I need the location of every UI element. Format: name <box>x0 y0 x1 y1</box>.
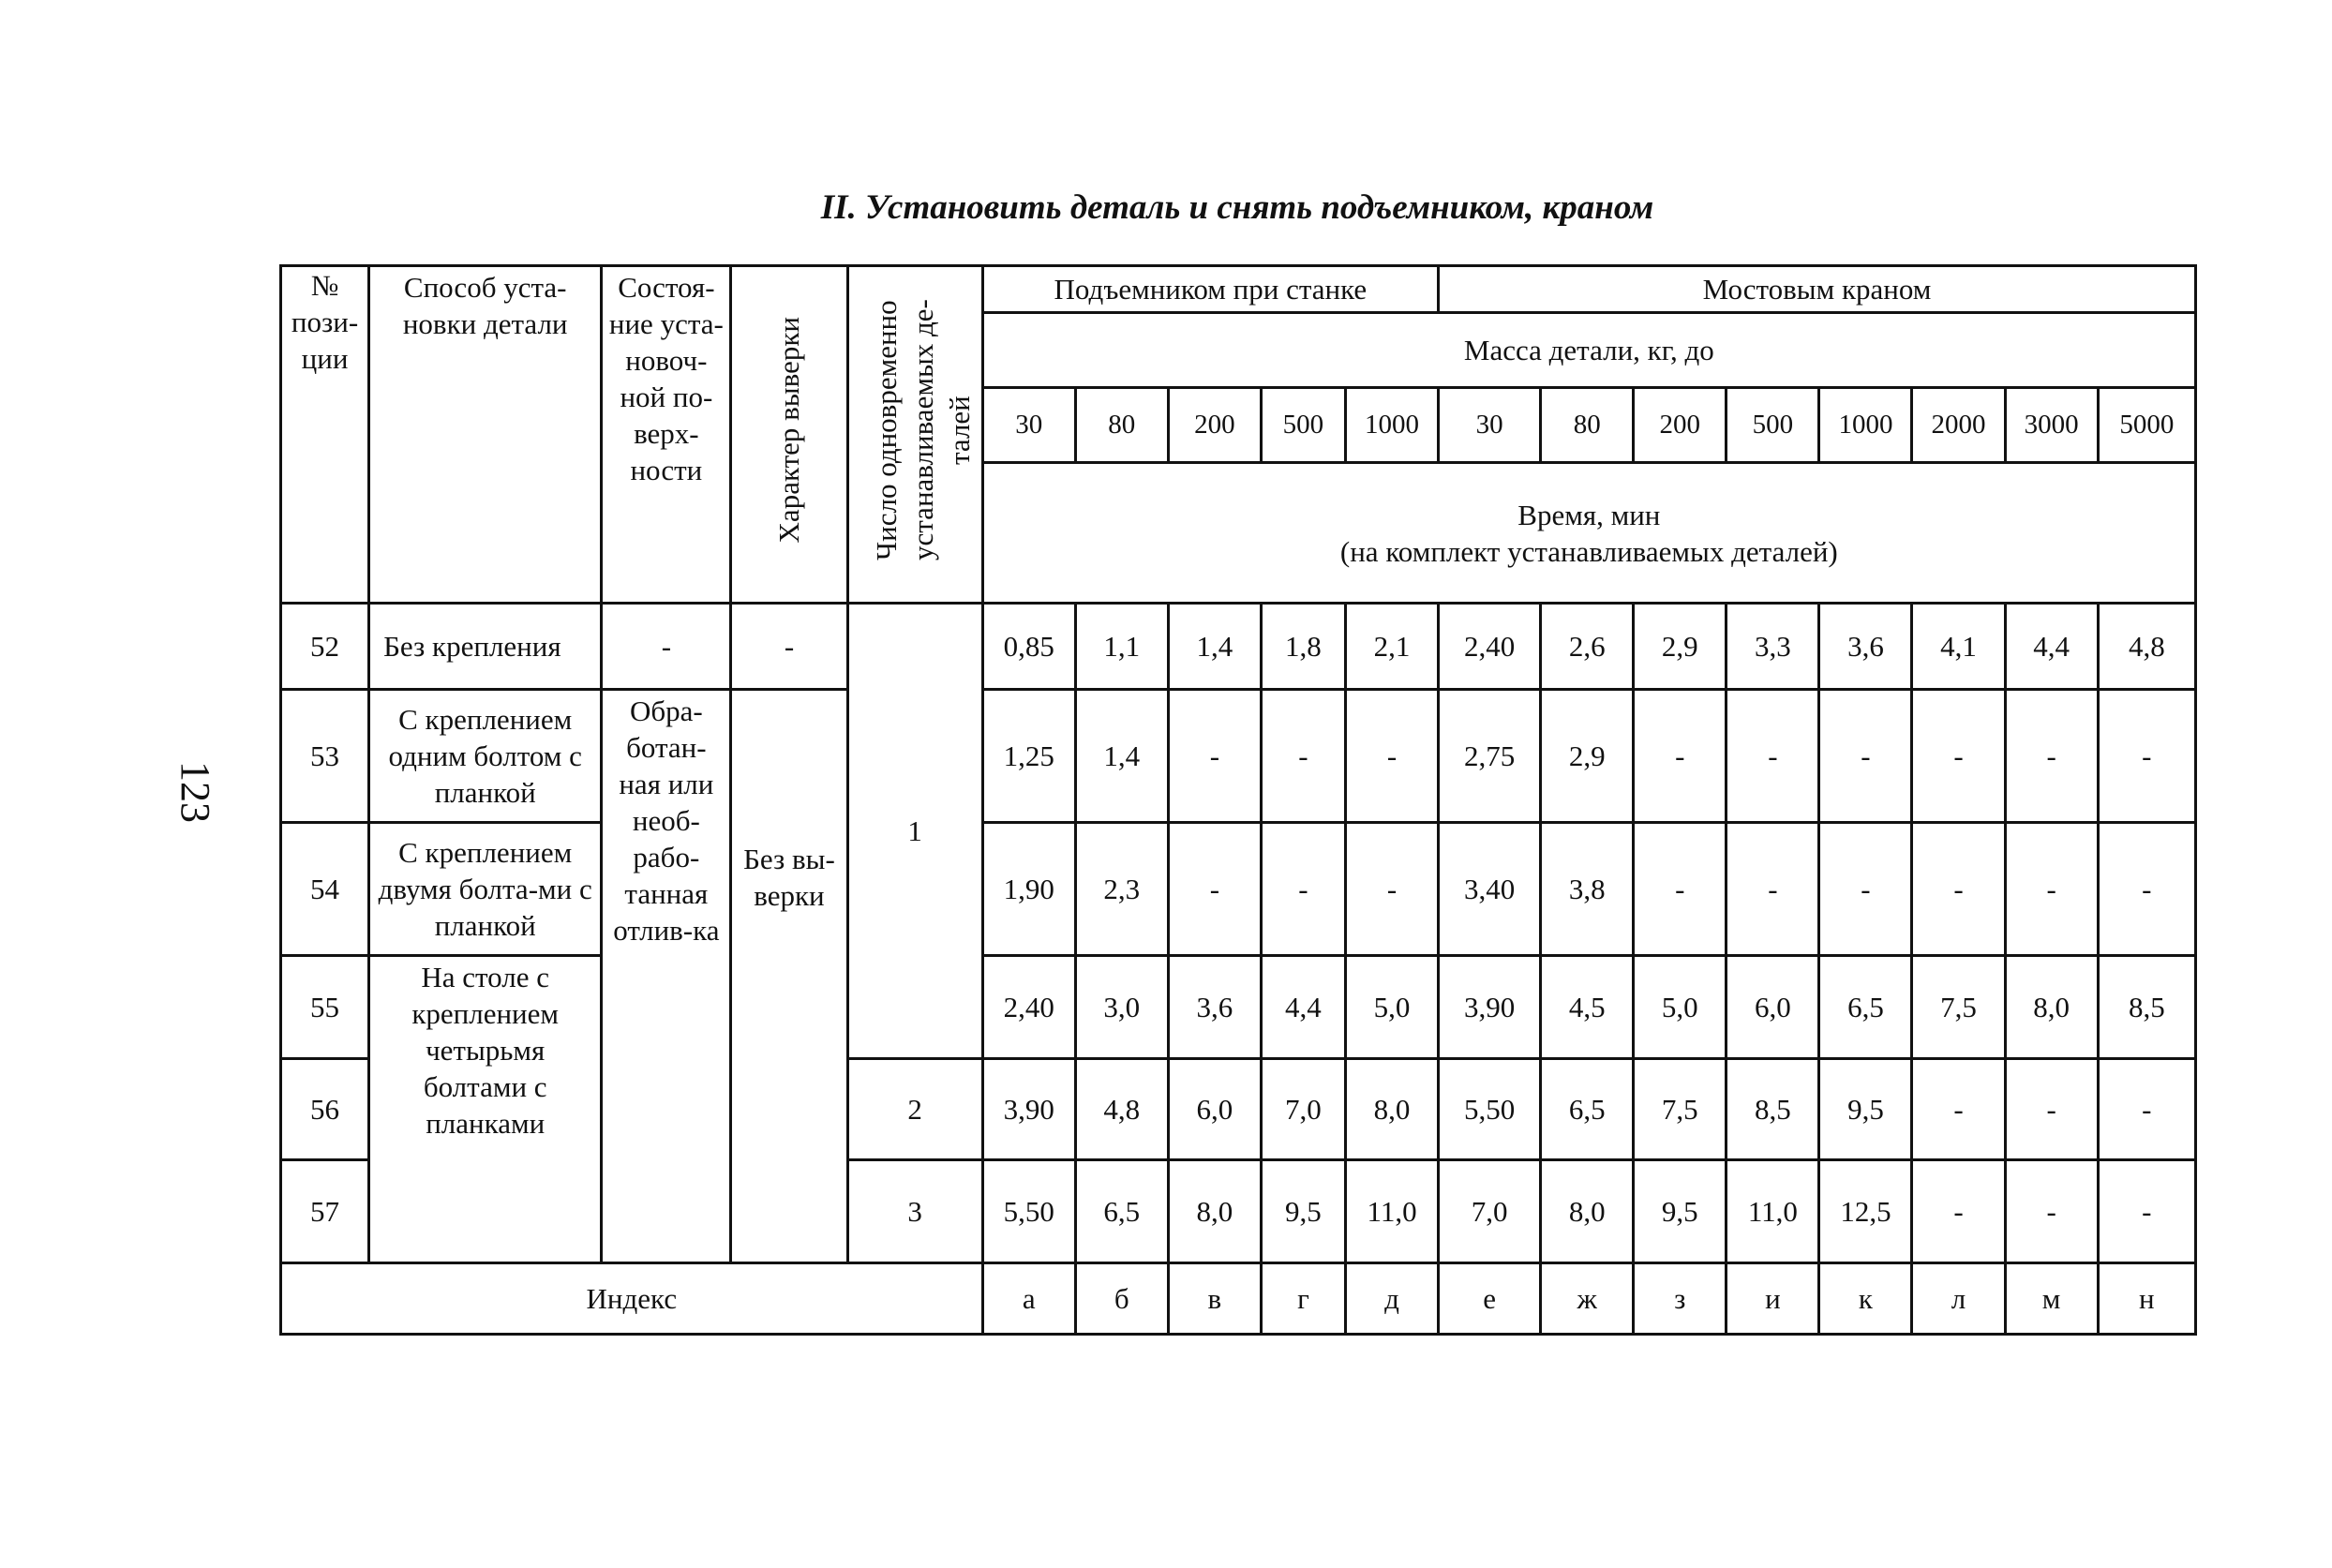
value-cell: - <box>1168 690 1261 823</box>
value-cell: - <box>1912 1160 2005 1263</box>
value-cell: 3,6 <box>1819 604 1912 690</box>
value-cell: 6,5 <box>1541 1059 1634 1160</box>
index-cell: л <box>1912 1263 2005 1335</box>
value-cell: 6,5 <box>1075 1160 1168 1263</box>
index-cell: е <box>1439 1263 1541 1335</box>
value-cell: 11,0 <box>1727 1160 1819 1263</box>
value-cell: - <box>1912 1059 2005 1160</box>
value-cell: 5,50 <box>1439 1059 1541 1160</box>
value-cell: 12,5 <box>1819 1160 1912 1263</box>
value-cell: - <box>2098 1059 2195 1160</box>
mass-header-cell: 80 <box>1541 388 1634 463</box>
value-cell: 3,90 <box>982 1059 1075 1160</box>
value-cell: 7,5 <box>1912 956 2005 1059</box>
table-row <box>281 956 2196 1059</box>
mass-header-cell: 200 <box>1634 388 1727 463</box>
value-cell: - <box>1819 823 1912 956</box>
row-position: 53 <box>281 690 369 823</box>
row-position: 57 <box>281 1160 369 1263</box>
value-cell: - <box>2005 690 2098 823</box>
value-cell: - <box>2098 823 2195 956</box>
value-cell: 2,1 <box>1345 604 1438 690</box>
value-cell: 2,75 <box>1439 690 1541 823</box>
value-cell: 5,0 <box>1634 956 1727 1059</box>
value-cell: 5,0 <box>1345 956 1438 1059</box>
value-cell: 2,6 <box>1541 604 1634 690</box>
page-number: 123 <box>172 761 218 823</box>
index-cell: ж <box>1541 1263 1634 1335</box>
index-cell: и <box>1727 1263 1819 1335</box>
value-cell: 11,0 <box>1345 1160 1438 1263</box>
value-cell: 5,50 <box>982 1160 1075 1263</box>
row-surface: - <box>602 604 731 690</box>
mass-header-cell: 200 <box>1168 388 1261 463</box>
value-cell: - <box>1345 823 1438 956</box>
mass-header-cell: 80 <box>1075 388 1168 463</box>
value-cell: 3,0 <box>1075 956 1168 1059</box>
value-cell: - <box>1634 823 1727 956</box>
value-cell: 8,0 <box>1345 1059 1438 1160</box>
value-cell: - <box>1727 823 1819 956</box>
index-cell: м <box>2005 1263 2098 1335</box>
merged-surface: Обра-ботан-ная или необ-рабо-танная отлив-ка <box>602 690 731 1263</box>
value-cell: 4,4 <box>2005 604 2098 690</box>
header-method: Способ уста-новки детали <box>369 266 602 604</box>
value-cell: 8,0 <box>1541 1160 1634 1263</box>
row-count: 2 <box>847 1059 982 1160</box>
mass-header-cell: 500 <box>1261 388 1345 463</box>
value-cell: 7,0 <box>1439 1160 1541 1263</box>
value-cell: 3,8 <box>1541 823 1634 956</box>
value-cell: - <box>1345 690 1438 823</box>
value-cell: 2,40 <box>1439 604 1541 690</box>
header-crane-group: Мостовым краном <box>1439 266 2196 313</box>
value-cell: 1,25 <box>982 690 1075 823</box>
value-cell: - <box>1261 823 1345 956</box>
row-method: Без крепления <box>369 604 602 690</box>
value-cell: 2,9 <box>1541 690 1634 823</box>
value-cell: - <box>2005 823 2098 956</box>
value-cell: - <box>2005 1059 2098 1160</box>
value-cell: 8,5 <box>2098 956 2195 1059</box>
header-mass-label: Масса детали, кг, до <box>982 313 2195 388</box>
value-cell: - <box>1261 690 1345 823</box>
value-cell: - <box>2005 1160 2098 1263</box>
row-count: 1 <box>847 604 982 1059</box>
value-cell: - <box>1912 823 2005 956</box>
index-cell: г <box>1261 1263 1345 1335</box>
value-cell: 8,0 <box>1168 1160 1261 1263</box>
value-cell: 3,3 <box>1727 604 1819 690</box>
mass-header-cell: 30 <box>982 388 1075 463</box>
mass-header-cell: 5000 <box>2098 388 2195 463</box>
index-cell: д <box>1345 1263 1438 1335</box>
header-count: Число одновременно устанавливаемых де-талей <box>847 266 982 604</box>
value-cell: 7,5 <box>1634 1059 1727 1160</box>
value-cell: 6,0 <box>1168 1059 1261 1160</box>
row-alignment: - <box>731 604 847 690</box>
mass-header-cell: 500 <box>1727 388 1819 463</box>
row-method: На столе с креплением четырьмя болтами с планками <box>369 956 602 1263</box>
value-cell: 3,40 <box>1439 823 1541 956</box>
value-cell: - <box>2098 690 2195 823</box>
table-row <box>281 690 2196 823</box>
index-row <box>281 1263 2196 1335</box>
row-position: 54 <box>281 823 369 956</box>
value-cell: 1,1 <box>1075 604 1168 690</box>
value-cell: 8,5 <box>1727 1059 1819 1160</box>
value-cell: 1,4 <box>1168 604 1261 690</box>
value-cell: 6,0 <box>1727 956 1819 1059</box>
value-cell: - <box>1912 690 2005 823</box>
value-cell: - <box>1168 823 1261 956</box>
value-cell: 4,1 <box>1912 604 2005 690</box>
norms-table <box>279 264 2197 1336</box>
value-cell: 7,0 <box>1261 1059 1345 1160</box>
value-cell: 9,5 <box>1634 1160 1727 1263</box>
table-row <box>281 823 2196 956</box>
header-alignment: Характер выверки <box>731 266 847 604</box>
value-cell: 4,8 <box>2098 604 2195 690</box>
value-cell: 3,90 <box>1439 956 1541 1059</box>
value-cell: 9,5 <box>1261 1160 1345 1263</box>
header-lift-group: Подъемником при станке <box>982 266 1438 313</box>
index-cell: в <box>1168 1263 1261 1335</box>
value-cell: 4,4 <box>1261 956 1345 1059</box>
header-position: № пози-ции <box>281 266 369 604</box>
value-cell: 8,0 <box>2005 956 2098 1059</box>
table-title: II. Установить деталь и снять подъемником, краном <box>820 188 1654 227</box>
mass-header-cell: 1000 <box>1819 388 1912 463</box>
value-cell: 6,5 <box>1819 956 1912 1059</box>
value-cell: 9,5 <box>1819 1059 1912 1160</box>
row-method: С креплением двумя болта-ми с планкой <box>369 823 602 956</box>
row-position: 55 <box>281 956 369 1059</box>
table-row <box>281 604 2196 690</box>
value-cell: 4,8 <box>1075 1059 1168 1160</box>
row-method: С креплением одним болтом с планкой <box>369 690 602 823</box>
mass-header-cell: 1000 <box>1345 388 1438 463</box>
time-sublabel: (на комплект устанавливаемых деталей) <box>1339 534 1838 568</box>
index-cell: н <box>2098 1263 2195 1335</box>
mass-header-cell: 30 <box>1439 388 1541 463</box>
value-cell: 2,9 <box>1634 604 1727 690</box>
merged-alignment: Без вы-верки <box>731 690 847 1263</box>
header-time-label <box>982 463 2195 604</box>
value-cell: - <box>2098 1160 2195 1263</box>
value-cell: 2,40 <box>982 956 1075 1059</box>
header-surface: Состоя-ние уста-новоч-ной по-верх-ности <box>602 266 731 604</box>
value-cell: 0,85 <box>982 604 1075 690</box>
index-cell: а <box>982 1263 1075 1335</box>
row-position: 52 <box>281 604 369 690</box>
index-cell: б <box>1075 1263 1168 1335</box>
value-cell: 2,3 <box>1075 823 1168 956</box>
mass-header-cell: 3000 <box>2005 388 2098 463</box>
row-position: 56 <box>281 1059 369 1160</box>
index-label: Индекс <box>281 1263 983 1335</box>
row-count: 3 <box>847 1160 982 1263</box>
value-cell: 1,90 <box>982 823 1075 956</box>
value-cell: 4,5 <box>1541 956 1634 1059</box>
index-cell: к <box>1819 1263 1912 1335</box>
time-label: Время, мин <box>1517 498 1661 531</box>
value-cell: 1,4 <box>1075 690 1168 823</box>
value-cell: - <box>1634 690 1727 823</box>
mass-header-cell: 2000 <box>1912 388 2005 463</box>
value-cell: 3,6 <box>1168 956 1261 1059</box>
index-cell: з <box>1634 1263 1727 1335</box>
value-cell: 1,8 <box>1261 604 1345 690</box>
value-cell: - <box>1819 690 1912 823</box>
value-cell: - <box>1727 690 1819 823</box>
